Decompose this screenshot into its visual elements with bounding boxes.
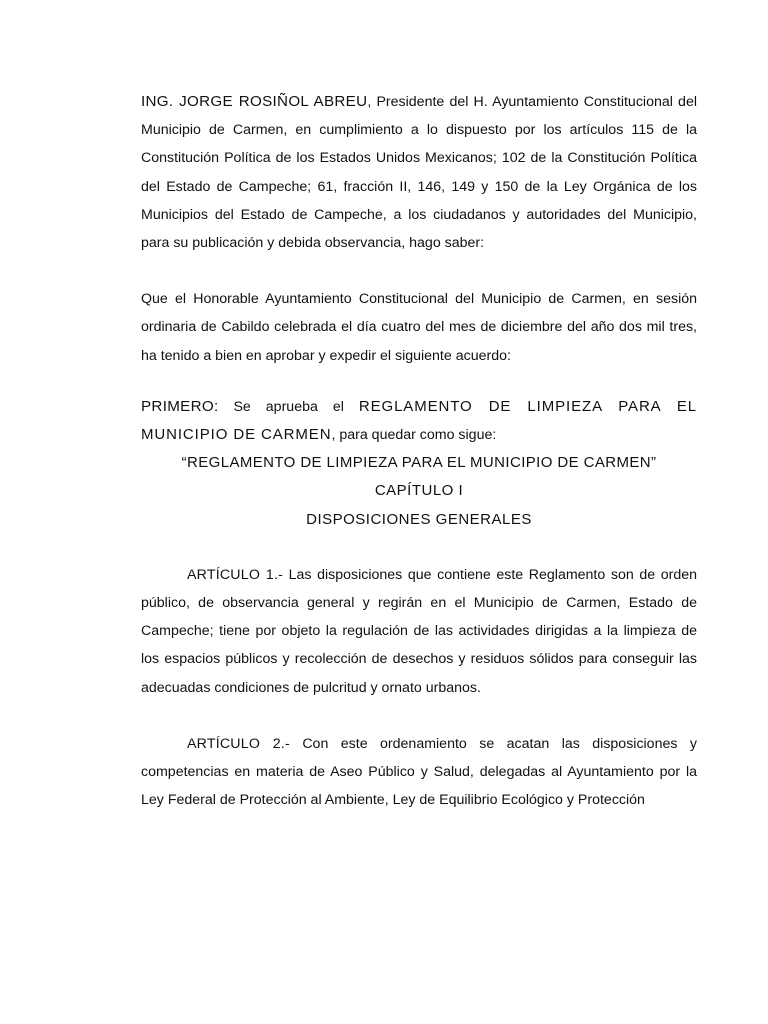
primero-text-after: , para quedar como sigue: [331,427,497,444]
primero-paragraph [141,393,697,449]
primero-text-before: Se aprueba el [218,398,359,415]
session-paragraph: Que el Honorable Ayuntamiento Constitucional del Municipio de Carmen, en sesión ordinaria de Cabildo celebrada el día cuatro del mes de diciembre del año dos mil tres, ha tenido a bien en aprobar y expedir el siguiente acuerdo: [141,291,697,364]
intro-text: , Presidente del H. Ayuntamiento Constitucional del Municipio de Carmen, en cumplimiento a lo dispuesto por los artículos 115 de la Constitución Política de los Estados Unidos Mexicanos; 102 de la Constitución Política del Estado de Campeche; 61, fracción II, 146, 149 y 150 de la Ley Orgánica de los Municipios del Estado de Campeche, a los ciudadanos y autoridades del Municipio, para su publicación y debida observancia, hago saber: [141,94,697,252]
regulation-title: “REGLAMENTO DE LIMPIEZA PARA EL MUNICIPIO DE CARMEN” [181,454,657,472]
article-2-text: Con este ordenamiento se acatan las disposiciones y competencias en materia de Aseo Público y Salud, delegadas al Ayuntamiento por la Ley Federal de Protección al Ambiente, Ley de Equilibrio Ecológico y Protección [141,735,697,809]
chapter-number: CAPÍTULO I [374,482,464,500]
article-2 [141,730,697,815]
article-1 [141,561,697,702]
president-name: ING. JORGE ROSIÑOL ABREU [141,93,368,110]
chapter-title: DISPOSICIONES GENERALES [306,510,532,528]
article-1-text: Las disposiciones que contiene este Reglamento son de orden público, de observancia general y regirán en el Municipio de Carmen, Estado de Campeche; tiene por objeto la regulación de las actividades dirigidas a la limpieza de los espacios públicos y recolección de desechos y residuos sólidos para conseguir las adecuadas condiciones de pulcritud y ornato urbanos. [141,566,697,696]
intro-paragraph [141,88,697,257]
regulation-name: REGLAMENTO DE LIMPIEZA PARA EL MUNICIPIO DE CARMEN [141,397,698,444]
article-2-label: ARTÍCULO 2.- [187,735,290,752]
article-1-label: ARTÍCULO 1.- [187,566,284,583]
primero-label: PRIMERO: [141,397,219,415]
document-body [141,88,697,814]
